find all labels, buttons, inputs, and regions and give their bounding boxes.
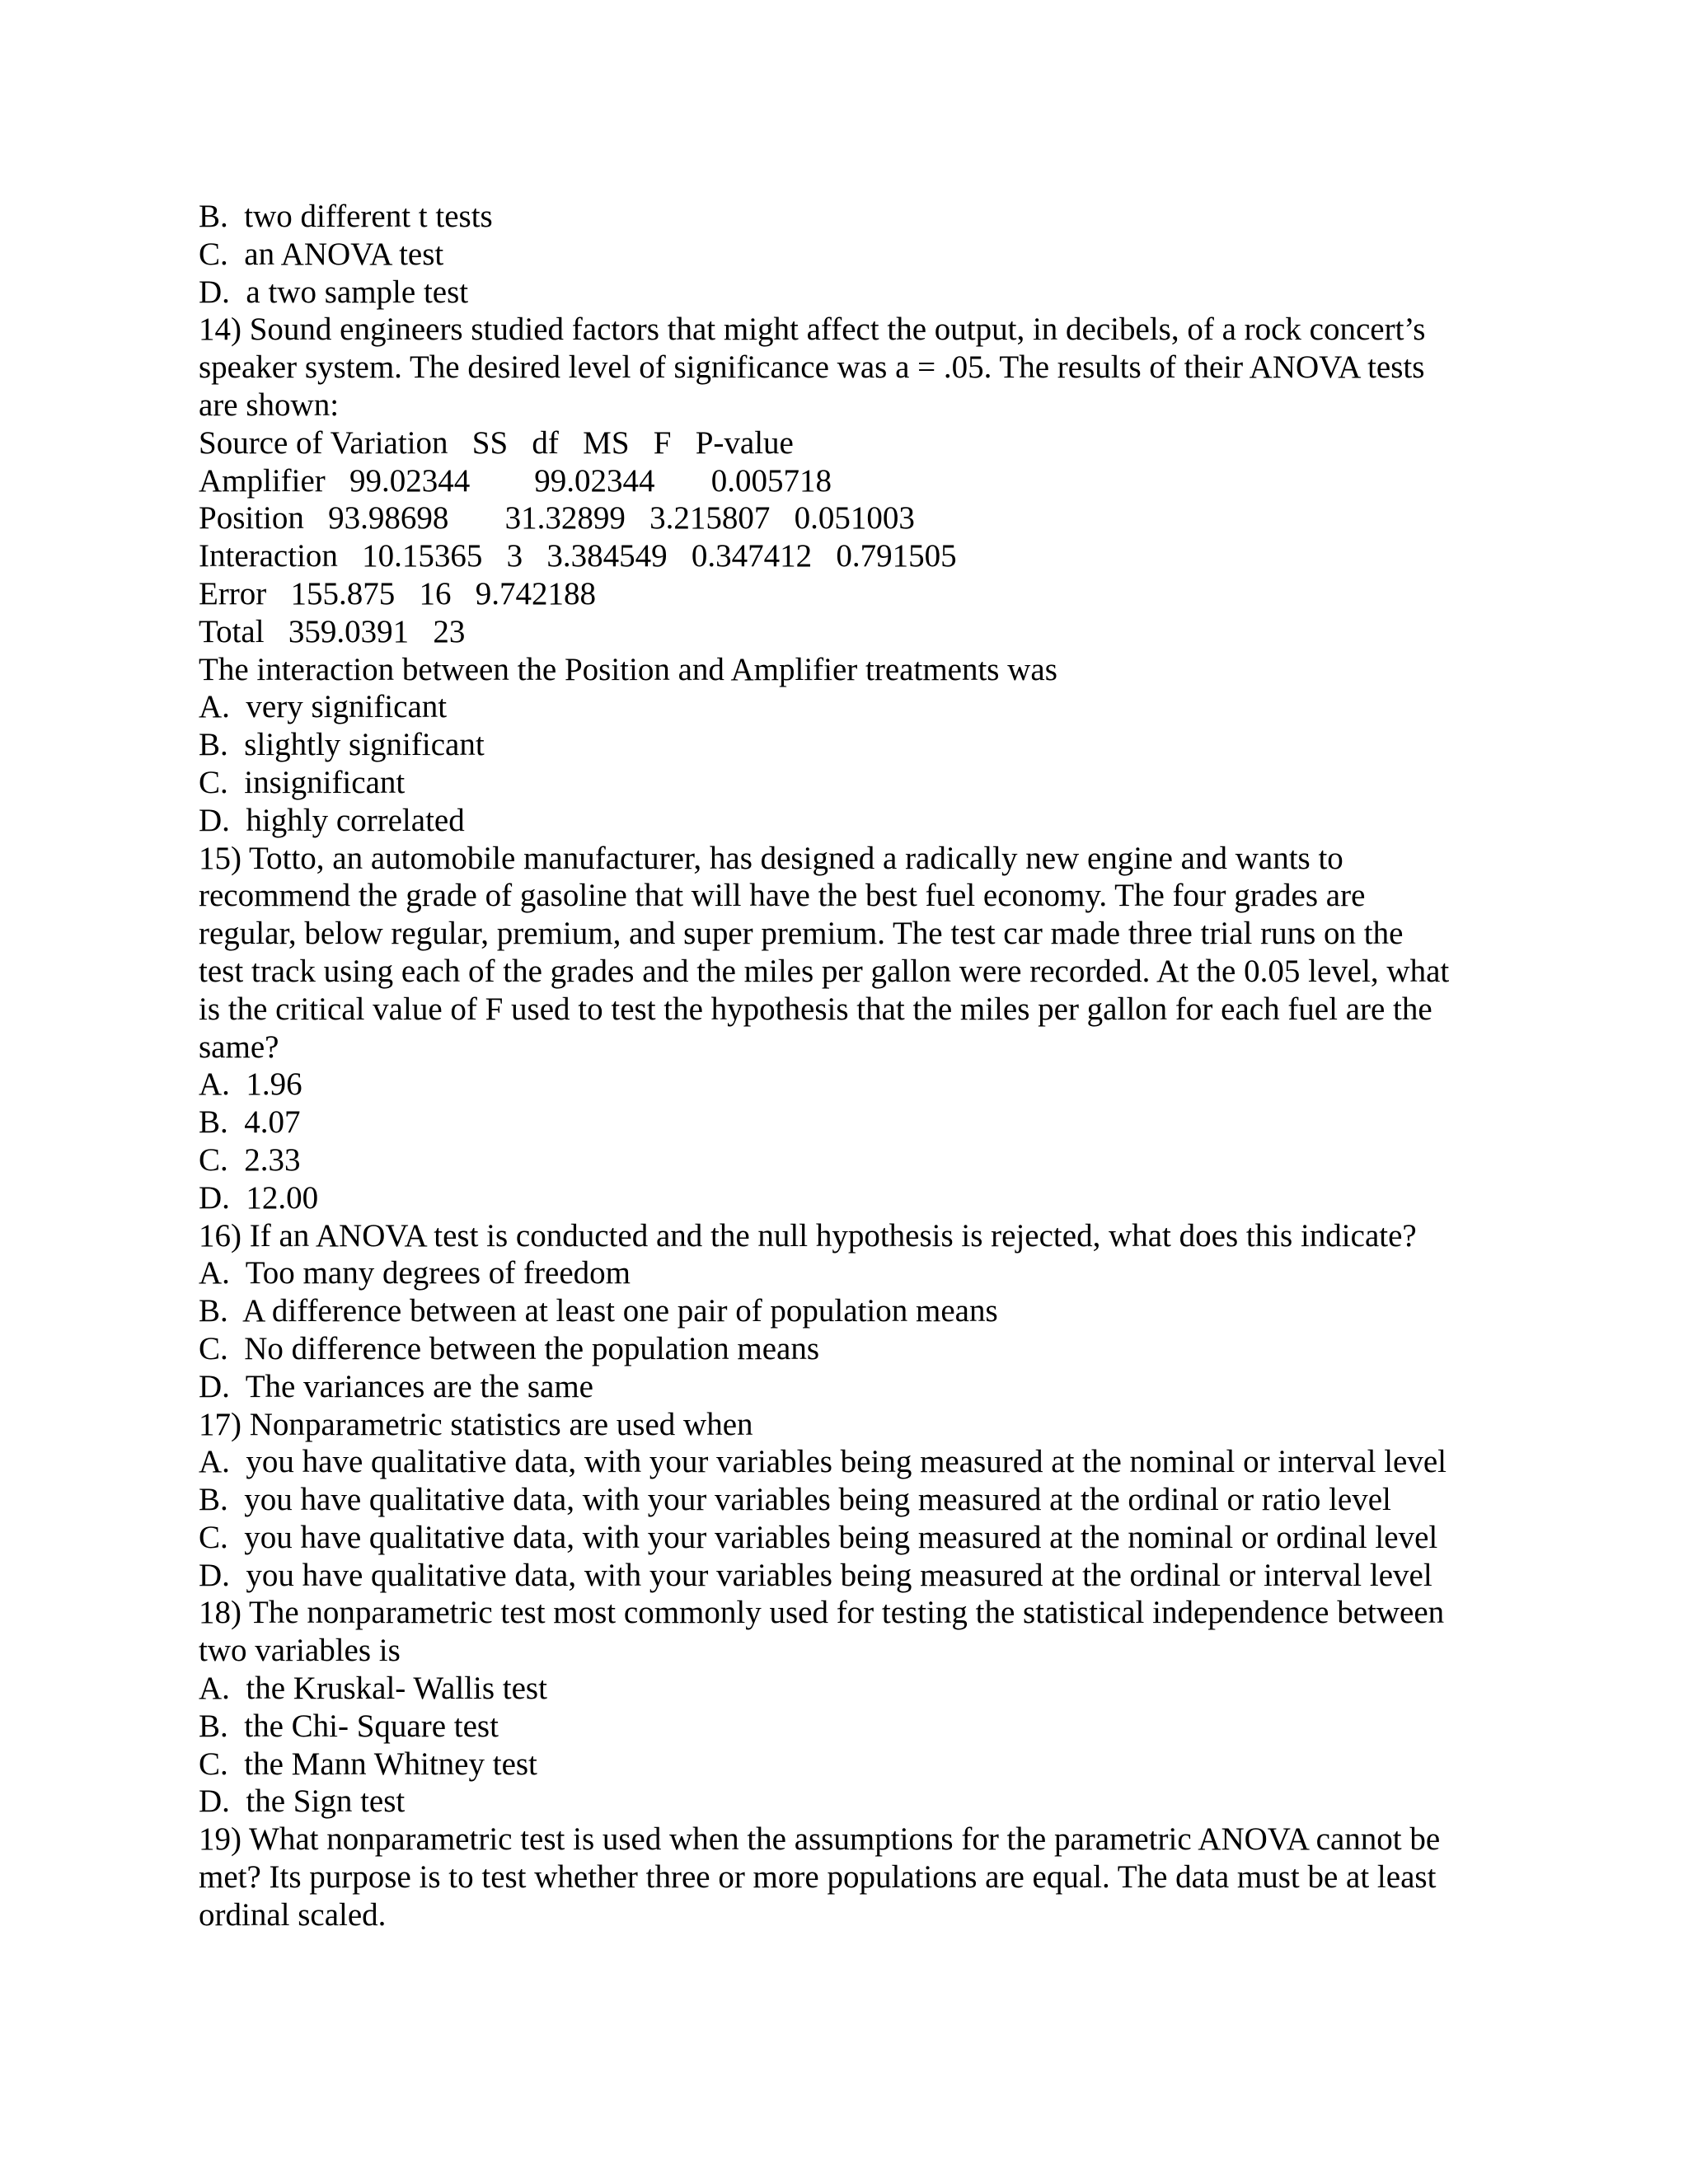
anova-table [199, 424, 1517, 651]
q15-stem-line: regular, below regular, premium, and super premium. The test car made three trial runs on the [199, 916, 1404, 952]
q13-option-b: B. two different t tests [199, 199, 493, 234]
q18-option-d: D. the Sign test [199, 1783, 406, 1820]
q14-option-d: D. highly correlated [199, 802, 465, 838]
q14-stem-line: are shown: [199, 387, 340, 423]
q14-option-c: C. insignificant [199, 764, 406, 800]
q17-option-b: B. you have qualitative data, with your variables being measured at the ordinal or ratio level [199, 1482, 1391, 1518]
q15-stem-line: is the critical value of F used to test the hypothesis that the miles per gallon for each fuel are the [199, 991, 1432, 1027]
q17-option-c: C. you have qualitative data, with your variables being measured at the nominal or ordinal level [199, 1519, 1438, 1555]
q13-option-d: D. a two sample test [199, 274, 469, 310]
q19-stem-line: met? Its purpose is to test whether three or more populations are equal. The data must be at least [199, 1859, 1437, 1896]
q15-stem-line: same? [199, 1029, 279, 1065]
q19-stem-line: 19) What nonparametric test is used when the assumptions for the parametric ANOVA cannot be [199, 1821, 1441, 1858]
anova-row-amplifier: Amplifier 99.02344 99.02344 0.005718 [199, 462, 832, 499]
q18-option-c: C. the Mann Whitney test [199, 1746, 537, 1782]
q15-stem-line: recommend the grade of gasoline that will have the best fuel economy. The four grades are [199, 878, 1366, 914]
q14-option-b: B. slightly significant [199, 727, 485, 763]
question-17 [199, 1406, 1517, 1595]
q14-stem-line: speaker system. The desired level of significance was a = .05. The results of their ANOVA tests [199, 349, 1425, 386]
q14-stem-line: 14) Sound engineers studied factors that might affect the output, in decibels, of a rock concert’s [199, 312, 1426, 348]
q15-option-d: D. 12.00 [199, 1179, 319, 1216]
q16-stem-line: 16) If an ANOVA test is conducted and the null hypothesis is rejected, what does this indicate? [199, 1217, 1417, 1254]
q15-option-b: B. 4.07 [199, 1104, 301, 1141]
q18-stem-line: two variables is [199, 1633, 401, 1669]
q18-option-a: A. the Kruskal- Wallis test [199, 1671, 547, 1707]
q17-stem-line: 17) Nonparametric statistics are used when [199, 1406, 753, 1442]
q14-prompt: The interaction between the Position and Amplifier treatments was [199, 651, 1057, 687]
q16-option-a: A. Too many degrees of freedom [199, 1255, 631, 1291]
anova-row-total: Total 359.0391 23 [199, 613, 466, 649]
anova-row-interaction: Interaction 10.15365 3 3.384549 0.347412 0.791505 [199, 538, 957, 574]
q15-stem-line: test track using each of the grades and the miles per gallon were recorded. At the 0.05 level, what [199, 953, 1450, 989]
q15-stem-line: 15) Totto, an automobile manufacturer, has designed a radically new engine and wants to [199, 840, 1343, 876]
q15-option-c: C. 2.33 [199, 1141, 301, 1178]
q14-option-a: A. very significant [199, 689, 448, 725]
document-page [199, 198, 1517, 1934]
anova-row-position: Position 93.98698 31.32899 3.215807 0.051003 [199, 500, 915, 537]
q16-option-c: C. No difference between the population means [199, 1330, 820, 1366]
q17-option-d: D. you have qualitative data, with your variables being measured at the ordinal or interval level [199, 1557, 1432, 1593]
q18-stem-line: 18) The nonparametric test most commonly used for testing the statistical independence between [199, 1595, 1445, 1631]
question-19 [199, 1821, 1517, 1933]
q18-option-b: B. the Chi- Square test [199, 1708, 499, 1744]
anova-table-header: Source of Variation SS df MS F P-value [199, 424, 794, 461]
q13-option-c: C. an ANOVA test [199, 236, 444, 272]
q13-options [199, 198, 1517, 311]
q15-option-a: A. 1.96 [199, 1066, 302, 1103]
q16-option-d: D. The variances are the same [199, 1368, 593, 1404]
q17-option-a: A. you have qualitative data, with your variables being measured at the nominal or interval level [199, 1444, 1447, 1480]
q19-stem-line: ordinal scaled. [199, 1896, 387, 1933]
question-16 [199, 1217, 1517, 1406]
anova-row-error: Error 155.875 16 9.742188 [199, 575, 597, 612]
q16-option-b: B. A difference between at least one pair of population means [199, 1293, 998, 1329]
question-18 [199, 1594, 1517, 1821]
question-15 [199, 840, 1517, 1217]
question-14 [199, 311, 1517, 839]
